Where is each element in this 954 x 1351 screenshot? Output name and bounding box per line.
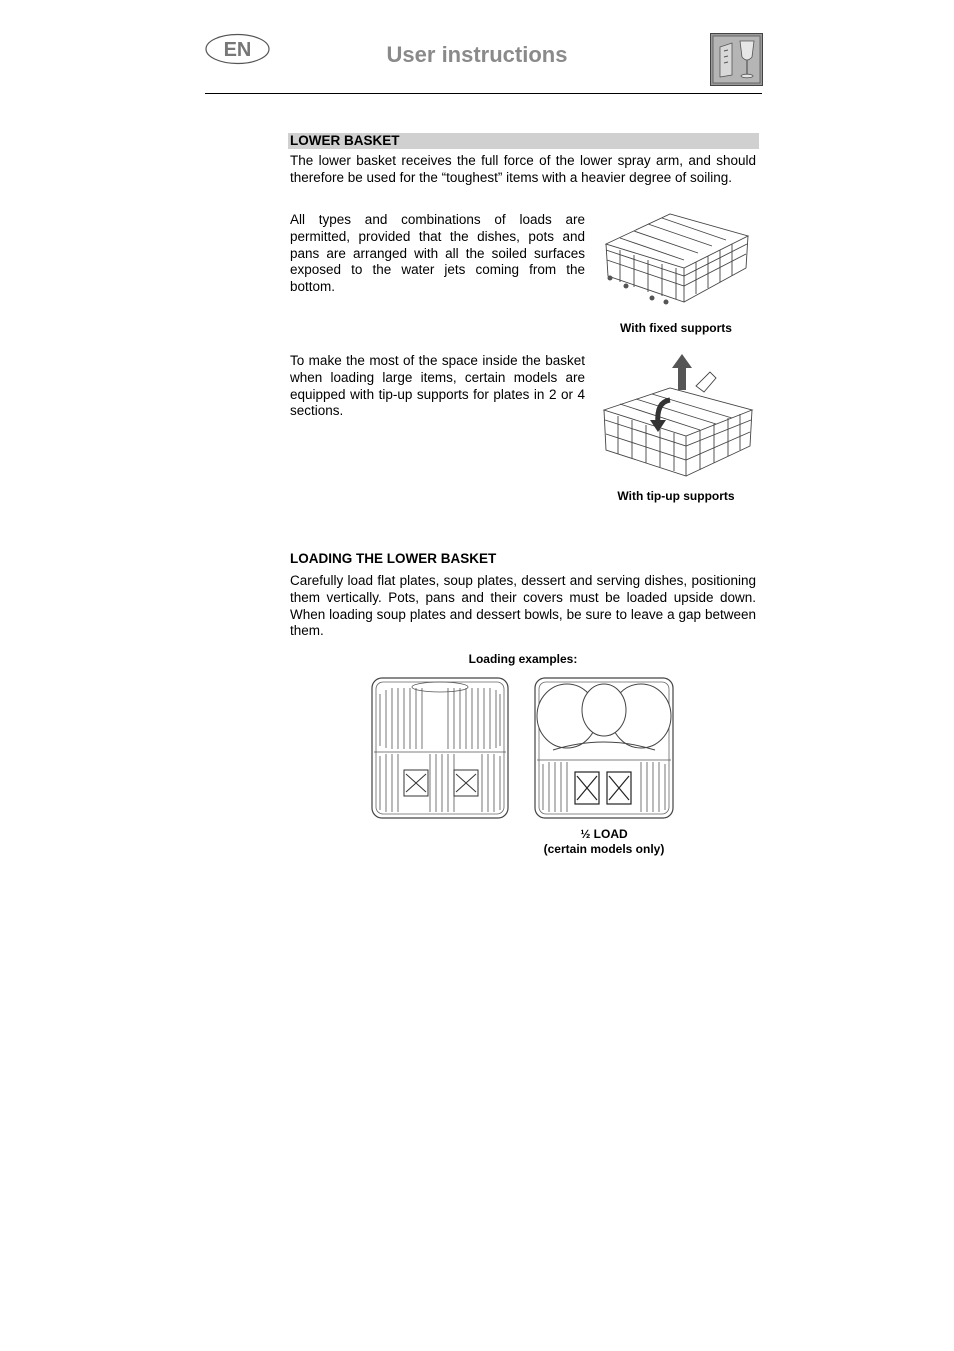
caption-fixed-supports: With fixed supports: [620, 321, 732, 335]
paragraph-loading-instructions: Carefully load flat plates, soup plates, dessert and serving dishes, positioning them vertically. Pots, pans and their covers must be loaded upside down. When loading soup plates and dessert bowls, be sure to leave a gap between them.: [290, 573, 756, 639]
paragraph-load-types: All types and combinations of loads are permitted, provided that the dishes, pots and pans are arranged with all the soiled surfaces exposed to the water jets coming from the bottom.: [290, 212, 585, 295]
loading-example-half-illustration: [533, 676, 675, 820]
paragraph-lower-basket-intro: The lower basket receives the full force of the lower spray arm, and should therefore be used for the “toughest” items with a heavier degree of soiling.: [290, 153, 756, 185]
header-rule: [205, 93, 762, 94]
page-title: User instructions: [386, 42, 568, 67]
caption-tip-up-supports: With tip-up supports: [617, 489, 735, 503]
language-badge-text: EN: [223, 39, 252, 61]
basket-tip-up-supports-illustration: [600, 350, 755, 480]
section-heading-lower-basket: LOWER BASKET: [290, 133, 400, 148]
loading-example-full-illustration: [370, 676, 510, 820]
caption-half-load: ½ LOAD: [580, 827, 628, 841]
caption-loading-examples: Loading examples:: [468, 652, 578, 666]
caption-half-load-note: (certain models only): [543, 842, 665, 856]
basket-fixed-supports-illustration: [600, 206, 752, 306]
dishwasher-glass-icon: [710, 33, 763, 86]
section-heading-loading: LOADING THE LOWER BASKET: [290, 551, 497, 566]
paragraph-tip-up-supports: To make the most of the space inside the basket when loading large items, certain models are equipped with tip-up supports for plates in 2 or 4 sections.: [290, 353, 585, 419]
